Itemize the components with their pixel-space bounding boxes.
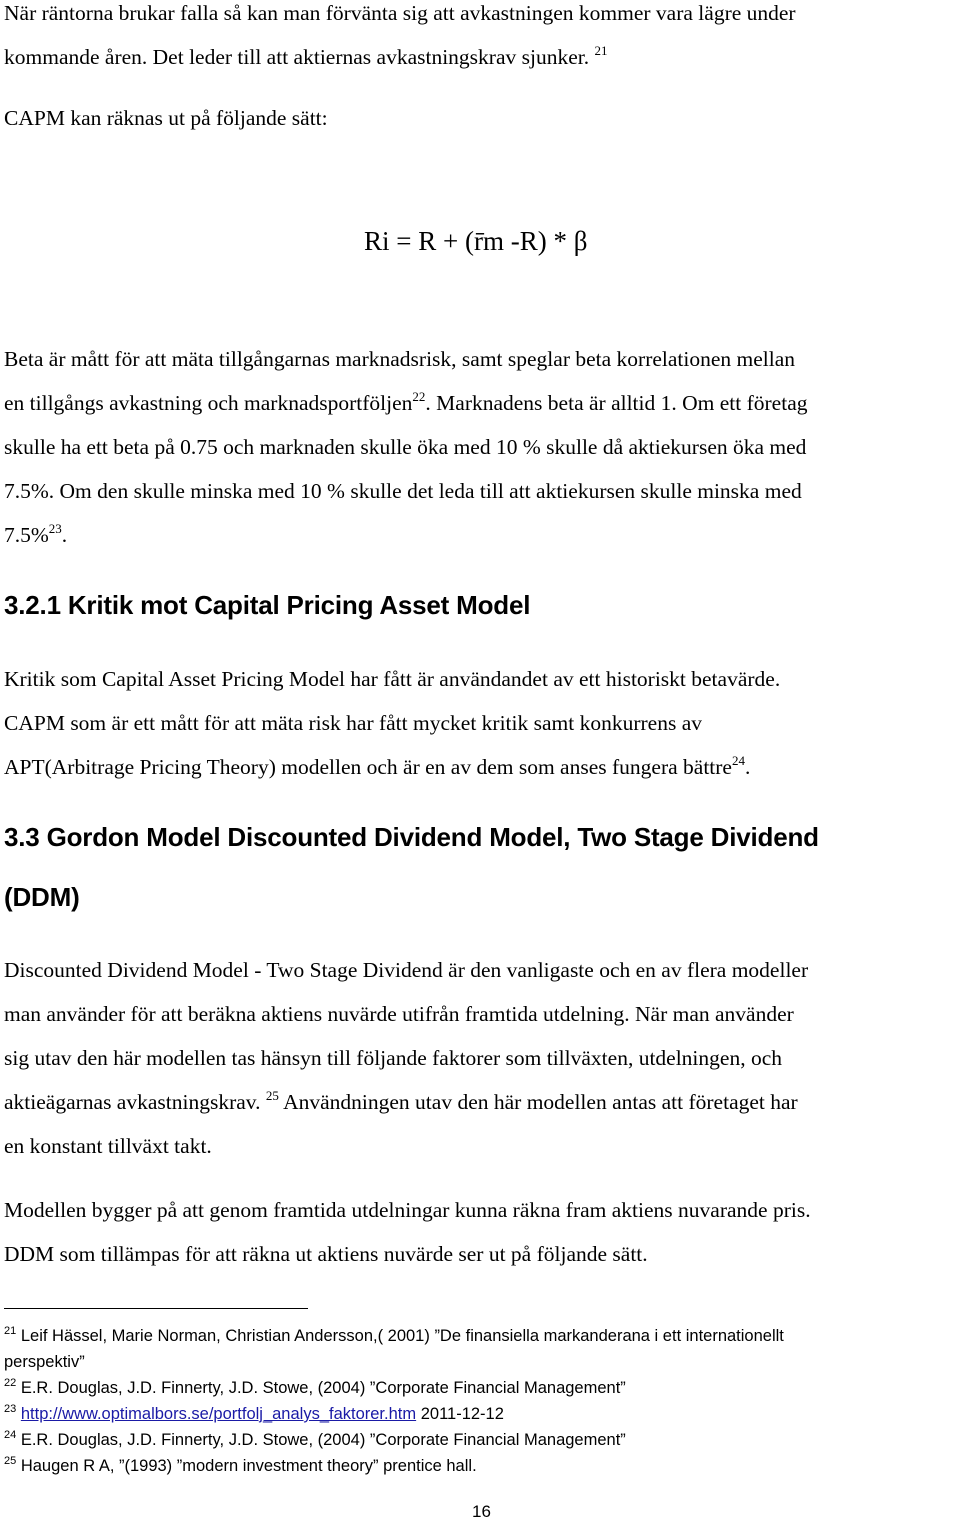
footnote-ref: 22	[412, 389, 426, 404]
section-heading: 3.3 Gordon Model Discounted Dividend Model, Two Stage Dividend	[4, 822, 819, 852]
body-text-line: Beta är mått för att mäta tillgångarnas marknadsrisk, samt speglar beta korrelationen mellan	[4, 347, 796, 371]
footnote-ref: 21	[594, 43, 608, 58]
footnote-link[interactable]: http://www.optimalbors.se/portfolj_analys_faktorer.htm	[20, 1405, 417, 1423]
body-text-line: skulle ha ett beta på 0.75 och marknaden skulle öka med 10 % skulle då aktiekursen öka med	[4, 435, 807, 459]
capm-formula: Ri = R + (r̄m -R) * β	[364, 226, 588, 256]
body-text-line: Kritik som Capital Asset Pricing Model har fått är användandet av ett historiskt betavärde.	[4, 667, 781, 691]
footnote-ref: 23	[48, 521, 62, 536]
footnote-23: $^{23}$ http://www.optimalbors.se/portfolj_analys_faktorer.htm 2011-12-12	[4, 1403, 504, 1423]
section-heading-continued: (DDM)	[4, 882, 80, 912]
footnote-25: $^{25}$ Haugen R A, ”(1993) ”modern investment theory” prentice hall.	[4, 1455, 477, 1475]
body-text-line: 7.5%$^{23}$.	[4, 521, 68, 547]
body-text-line: kommande åren. Det leder till att aktiernas avkastningskrav sjunker. $^{21}$	[4, 43, 608, 69]
body-text-line: 7.5%. Om den skulle minska med 10 % skulle det leda till att aktiekursen skulle minska med	[4, 479, 802, 503]
section-heading: 3.2.1 Kritik mot Capital Pricing Asset Model	[4, 590, 531, 620]
body-text-line: Modellen bygger på att genom framtida utdelningar kunna räkna fram aktiens nuvarande pris.	[4, 1198, 811, 1222]
body-text-line: aktieägarnas avkastningskrav. $^{25}$ Användningen utav den här modellen antas att företaget har	[4, 1088, 798, 1114]
body-text-line: När räntorna brukar falla så kan man förvänta sig att avkastningen kommer vara lägre under	[4, 1, 796, 25]
page-number: 16	[472, 1502, 491, 1521]
footnote-24: $^{24}$ E.R. Douglas, J.D. Finnerty, J.D. Stowe, (2004) ”Corporate Financial Management”	[4, 1429, 626, 1449]
footnote-22: $^{22}$ E.R. Douglas, J.D. Finnerty, J.D. Stowe, (2004) ”Corporate Financial Management”	[4, 1377, 626, 1397]
footnote-ref: 25	[265, 1088, 279, 1103]
body-text-line: CAPM kan räknas ut på följande sätt:	[4, 106, 328, 130]
footnote-ref: 24	[731, 753, 745, 768]
body-text-line: Discounted Dividend Model - Two Stage Dividend är den vanligaste och en av flera modeller	[4, 958, 809, 982]
body-text-line: man använder för att beräkna aktiens nuvärde utifrån framtida utdelning. När man använder	[4, 1002, 794, 1026]
body-text-line: DDM som tillämpas för att räkna ut aktiens nuvärde ser ut på följande sätt.	[4, 1242, 648, 1266]
body-text-line: APT(Arbitrage Pricing Theory) modellen och är en av dem som anses fungera bättre$^{24}$.	[4, 753, 751, 779]
body-text-line: en tillgångs avkastning och marknadsportföljen$^{22}$. Marknadens beta är alltid 1. Om ett företag	[4, 389, 808, 415]
footnote-21: $^{21}$ Leif Hässel, Marie Norman, Christian Andersson,( 2001) ”De finansiella markanderana i ett internationellt	[4, 1325, 784, 1345]
body-text-line: CAPM som är ett mått för att mäta risk har fått mycket kritik samt konkurrens av	[4, 711, 702, 735]
body-text-line: en konstant tillväxt takt.	[4, 1134, 212, 1158]
footnote-21-continued: perspektiv”	[4, 1353, 85, 1371]
body-text-line: sig utav den här modellen tas hänsyn till följande faktorer som tillväxten, utdelningen, och	[4, 1046, 782, 1070]
footnote-divider	[4, 1308, 308, 1309]
